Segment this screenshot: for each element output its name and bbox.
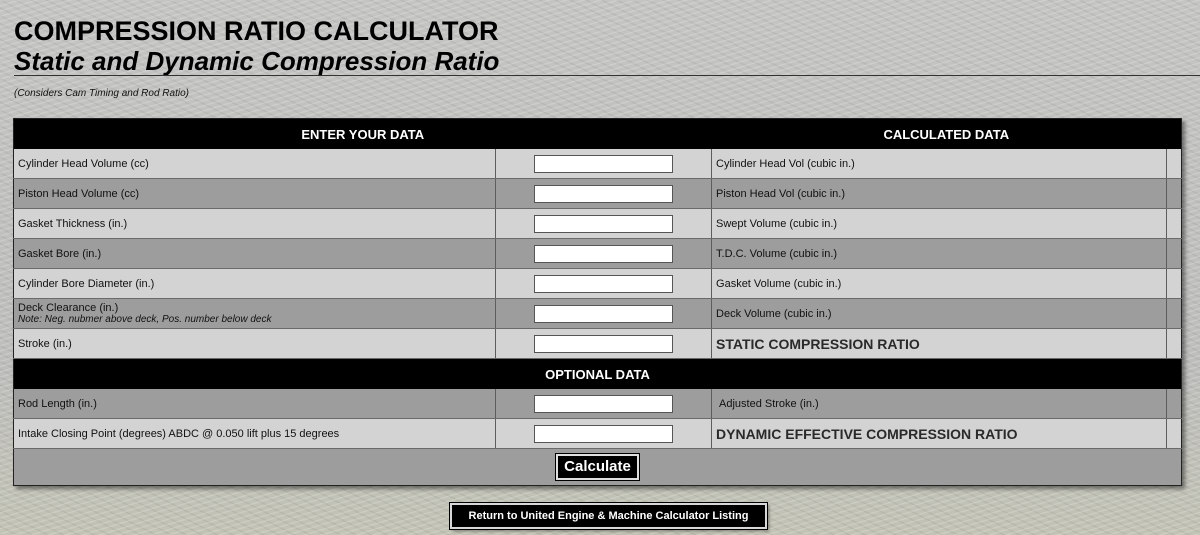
adjusted-stroke-output-label: Adjusted Stroke (in.) bbox=[712, 389, 1167, 419]
table-row bbox=[14, 419, 1182, 449]
gasket-volume-output-label: Gasket Volume (cubic in.) bbox=[712, 269, 1167, 299]
cylinder-head-vol-output-value bbox=[1167, 149, 1182, 179]
static-compression-ratio-value bbox=[1167, 329, 1182, 359]
calculator-table bbox=[13, 118, 1182, 486]
stroke-input[interactable] bbox=[534, 335, 673, 353]
page-note: (Considers Cam Timing and Rod Ratio) bbox=[14, 88, 189, 99]
gasket-bore-label: Gasket Bore (in.) bbox=[14, 239, 496, 269]
cylinder-head-volume-input[interactable] bbox=[534, 155, 673, 173]
stroke-label: Stroke (in.) bbox=[14, 329, 496, 359]
cylinder-bore-diameter-label: Cylinder Bore Diameter (in.) bbox=[14, 269, 496, 299]
page-subtitle: Static and Dynamic Compression Ratio bbox=[14, 46, 500, 76]
calculate-row bbox=[14, 449, 1182, 486]
table-row bbox=[14, 299, 1182, 329]
deck-clearance-label-text: Deck Clearance (in.) bbox=[18, 302, 119, 314]
gasket-thickness-label: Gasket Thickness (in.) bbox=[14, 209, 496, 239]
piston-head-vol-output-label: Piston Head Vol (cubic in.) bbox=[712, 179, 1167, 209]
table-row bbox=[14, 179, 1182, 209]
piston-head-volume-label: Piston Head Volume (cc) bbox=[14, 179, 496, 209]
optional-header-row bbox=[14, 359, 1182, 390]
deck-volume-output-value bbox=[1167, 299, 1182, 329]
deck-volume-output-label: Deck Volume (cubic in.) bbox=[712, 299, 1167, 329]
table-row bbox=[14, 239, 1182, 269]
intake-closing-point-input[interactable] bbox=[534, 425, 673, 443]
dynamic-compression-ratio-value bbox=[1167, 419, 1182, 449]
dynamic-compression-ratio-label: DYNAMIC EFFECTIVE COMPRESSION RATIO bbox=[712, 419, 1167, 449]
swept-volume-output-label: Swept Volume (cubic in.) bbox=[712, 209, 1167, 239]
table-header-row bbox=[14, 119, 1182, 150]
deck-clearance-label bbox=[14, 299, 496, 329]
table-row bbox=[14, 269, 1182, 299]
enter-data-header: ENTER YOUR DATA bbox=[14, 119, 712, 150]
deck-clearance-input[interactable] bbox=[534, 305, 673, 323]
static-compression-ratio-label: STATIC COMPRESSION RATIO bbox=[712, 329, 1167, 359]
calculate-button[interactable]: Calculate bbox=[556, 454, 639, 480]
table-row bbox=[14, 149, 1182, 179]
cylinder-bore-diameter-input[interactable] bbox=[534, 275, 673, 293]
return-to-calculator-listing-button[interactable]: Return to United Engine & Machine Calculator Listing bbox=[450, 503, 767, 529]
swept-volume-output-value bbox=[1167, 209, 1182, 239]
rod-length-label: Rod Length (in.) bbox=[14, 389, 496, 419]
piston-head-vol-output-value bbox=[1167, 179, 1182, 209]
gasket-volume-output-value bbox=[1167, 269, 1182, 299]
table-row bbox=[14, 329, 1182, 359]
rod-length-input[interactable] bbox=[534, 395, 673, 413]
calculated-data-header: CALCULATED DATA bbox=[712, 119, 1182, 150]
header-divider bbox=[14, 75, 1200, 76]
adjusted-stroke-output-value bbox=[1167, 389, 1182, 419]
optional-data-header: OPTIONAL DATA bbox=[14, 359, 1182, 390]
piston-head-volume-input[interactable] bbox=[534, 185, 673, 203]
gasket-bore-input[interactable] bbox=[534, 245, 673, 263]
page-title: COMPRESSION RATIO CALCULATOR bbox=[14, 16, 499, 46]
cylinder-head-vol-output-label: Cylinder Head Vol (cubic in.) bbox=[712, 149, 1167, 179]
deck-clearance-note: Note: Neg. nubmer above deck, Pos. number below deck bbox=[18, 314, 272, 325]
gasket-thickness-input[interactable] bbox=[534, 215, 673, 233]
intake-closing-point-label: Intake Closing Point (degrees) ABDC @ 0.050 lift plus 15 degrees bbox=[14, 419, 496, 449]
cylinder-head-volume-label: Cylinder Head Volume (cc) bbox=[14, 149, 496, 179]
tdc-volume-output-label: T.D.C. Volume (cubic in.) bbox=[712, 239, 1167, 269]
table-row bbox=[14, 389, 1182, 419]
tdc-volume-output-value bbox=[1167, 239, 1182, 269]
table-row bbox=[14, 209, 1182, 239]
